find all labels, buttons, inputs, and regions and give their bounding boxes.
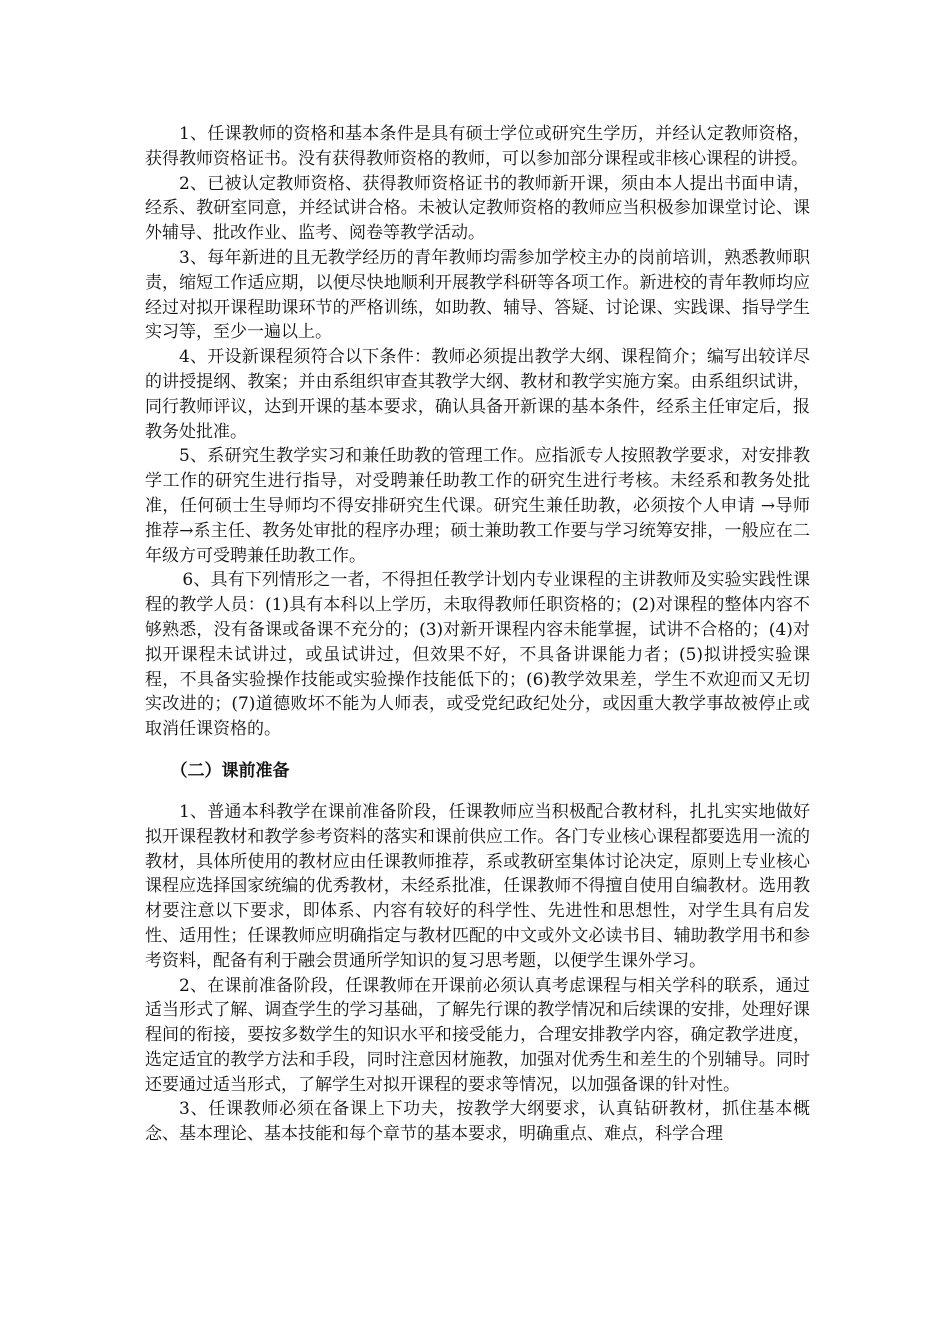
paragraph-teacher-qualification: 1、任课教师的资格和基本条件是具有硕士学位或研究生学历，并经认定教师资格，获得教师资格证书。没有获得教师资格的教师，可以参加部分课程或非核心课程的讲授。	[145, 124, 810, 169]
paragraph-new-course-application: 2、已被认定教师资格、获得教师资格证书的教师新开课，须由本人提出书面申请，经系、教研室同意，并经试讲合格。未被认定教师资格的教师应当积极参加课堂讨论、课外辅导、批改作业、监考、阅卷等教学活动。	[145, 173, 810, 244]
paragraph-graduate-assistant: 5、系研究生教学实习和兼任助教的管理工作。应指派专人按照教学要求，对安排教学工作的研究生进行指导，对受聘兼任助教工作的研究生进行考核。未经系和教务处批准，任何硕士生导师均不得安排研究生代课。研究生兼任助教，必须按个人申请 →导师推荐→系主任、教务处审批的程序办理；硕士兼助教工作要与学习统筹安排，一般应在二年级方可受聘兼任助教工作。	[145, 446, 810, 566]
paragraph-disqualification-conditions: 6、具有下列情形之一者，不得担任教学计划内专业课程的主讲教师及实验实践性课程的教学人员：(1)具有本科以上学历，未取得教师任职资格的；(2)对课程的整体内容不够熟悉，没有备课或备课不充分的；(3)对新开课程内容未能掌握，试讲不合格的；(4)对拟开课程未试讲过，或虽试讲过，但效果不好，不具备讲课能力者；(5)拟讲授实验课程，不具备实验操作技能或实验操作技能低下的；(6)教学效果差，学生不欢迎而又无切实改进的；(7)道德败坏不能为人师表，或受党纪政纪处分，或因重大教学事故被停止或取消任课资格的。	[145, 570, 810, 740]
paragraph-new-course-conditions: 4、开设新课程须符合以下条件：教师必须提出教学大纲、课程简介；编写出较详尽的讲授提纲、教案；并由系组织审查其教学大纲、教材和教学实施方案。由系组织试讲，同行教师评议，达到开课的基本要求，确认具备开新课的基本条件，经系主任审定后，报教务处批准。	[145, 347, 810, 442]
section-heading-pre-class-preparation: （二）课前准备	[170, 760, 290, 781]
document-page	[145, 122, 810, 1147]
paragraph-young-teacher-training: 3、每年新进的且无教学经历的青年教师均需参加学校主办的岗前培训，熟悉教师职责，缩短工作适应期，以便尽快地顺利开展教学科研等各项工作。新进校的青年教师均应经过对拟开课程助课环节的严格训练，如助教、辅导、答疑、讨论课、实践课、指导学生实习等，至少一遍以上。	[145, 247, 810, 343]
paragraph-course-connection: 2、在课前准备阶段，任课教师在开课前必须认真考虑课程与相关学科的联系，通过适当形式了解、调查学生的学习基础，了解先行课的教学情况和后续课的安排，处理好课程间的衔接，要按多数学生的知识水平和接受能力，合理安排教学内容，确定教学进度，选定适宜的教学方法和手段，同时注意因材施教，加强对优秀生和差生的个别辅导。同时还要通过适当形式，了解学生对拟开课程的要求等情况，以加强备课的针对性。	[145, 975, 810, 1095]
paragraph-lesson-preparation: 3、任课教师必须在备课上下功夫，按教学大纲要求，认真钻研教材，抓住基本概念、基本理论、基本技能和每个章节的基本要求，明确重点、难点，科学合理	[145, 1099, 810, 1145]
paragraph-textbook-selection: 1、普通本科教学在课前准备阶段，任课教师应当积极配合教材科，扎扎实实地做好拟开课程教材和教学参考资料的落实和课前供应工作。各门专业核心课程都要选用一流的教材，具体所使用的教材应由任课教师推荐，系或教研室集体讨论决定，原则上专业核心课程应选择国家统编的优秀教材，未经系批准，任课教师不得擅自使用自编教材。选用教材要注意以下要求，即体系、内容有较好的科学性、先进性和思想性，对学生具有启发性、适用性；任课教师应明确指定与教材匹配的中文或外文必读书目、辅助教学用书和参考资料，配备有利于融会贯通所学知识的复习思考题，以便学生课外学习。	[145, 801, 810, 971]
